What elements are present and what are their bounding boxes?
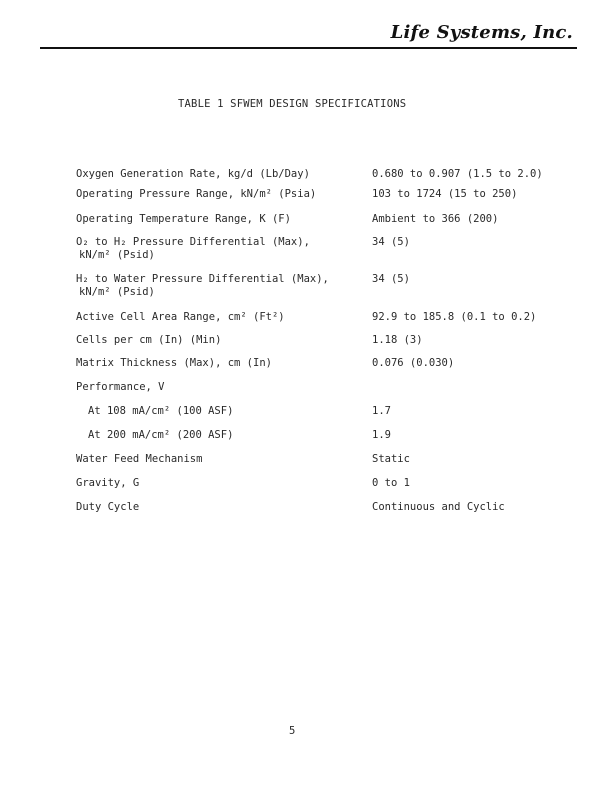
spec-value: 103 to 1724 (15 to 250) xyxy=(372,188,518,200)
spec-label-units: kN/m² (Psid) xyxy=(79,286,155,298)
spec-label: Matrix Thickness (Max), cm (In) xyxy=(76,357,272,369)
spec-label: Operating Pressure Range, kN/m² (Psia) xyxy=(76,188,317,200)
spec-value: 0.680 to 0.907 (1.5 to 2.0) xyxy=(372,168,543,180)
spec-label: At 200 mA/cm² (200 ASF) xyxy=(88,429,234,441)
spec-label: Duty Cycle xyxy=(76,501,140,513)
spec-value: 1.9 xyxy=(372,429,391,441)
spec-value: Ambient to 366 (200) xyxy=(372,213,499,225)
table-title: TABLE 1 SFWEM DESIGN SPECIFICATIONS xyxy=(178,98,407,110)
spec-value: 0.076 (0.030) xyxy=(372,357,455,369)
spec-label: Water Feed Mechanism xyxy=(76,453,203,465)
spec-label: Oxygen Generation Rate, kg/d (Lb/Day) xyxy=(76,168,310,180)
spec-value: 34 (5) xyxy=(372,273,410,285)
spec-value: 1.7 xyxy=(372,405,391,417)
spec-value: 1.18 (3) xyxy=(372,334,423,346)
spec-label: Operating Temperature Range, K (F) xyxy=(76,213,291,225)
header-rule xyxy=(40,47,577,49)
spec-label: H₂ to Water Pressure Differential (Max), xyxy=(76,273,329,285)
spec-value: Continuous and Cyclic xyxy=(372,501,505,513)
company-brand: Life Systems, Inc. xyxy=(390,22,573,43)
spec-label: Performance, V xyxy=(76,381,165,393)
spec-value: 34 (5) xyxy=(372,236,410,248)
spec-value: Static xyxy=(372,453,410,465)
spec-label: Cells per cm (In) (Min) xyxy=(76,334,222,346)
page-number: 5 xyxy=(289,725,296,737)
spec-label: Gravity, G xyxy=(76,477,140,489)
spec-value: 0 to 1 xyxy=(372,477,410,489)
spec-value: 92.9 to 185.8 (0.1 to 0.2) xyxy=(372,311,537,323)
spec-label: At 108 mA/cm² (100 ASF) xyxy=(88,405,234,417)
spec-label: O₂ to H₂ Pressure Differential (Max), xyxy=(76,236,310,248)
spec-label: Active Cell Area Range, cm² (Ft²) xyxy=(76,311,285,323)
spec-label-units: kN/m² (Psid) xyxy=(79,249,155,261)
